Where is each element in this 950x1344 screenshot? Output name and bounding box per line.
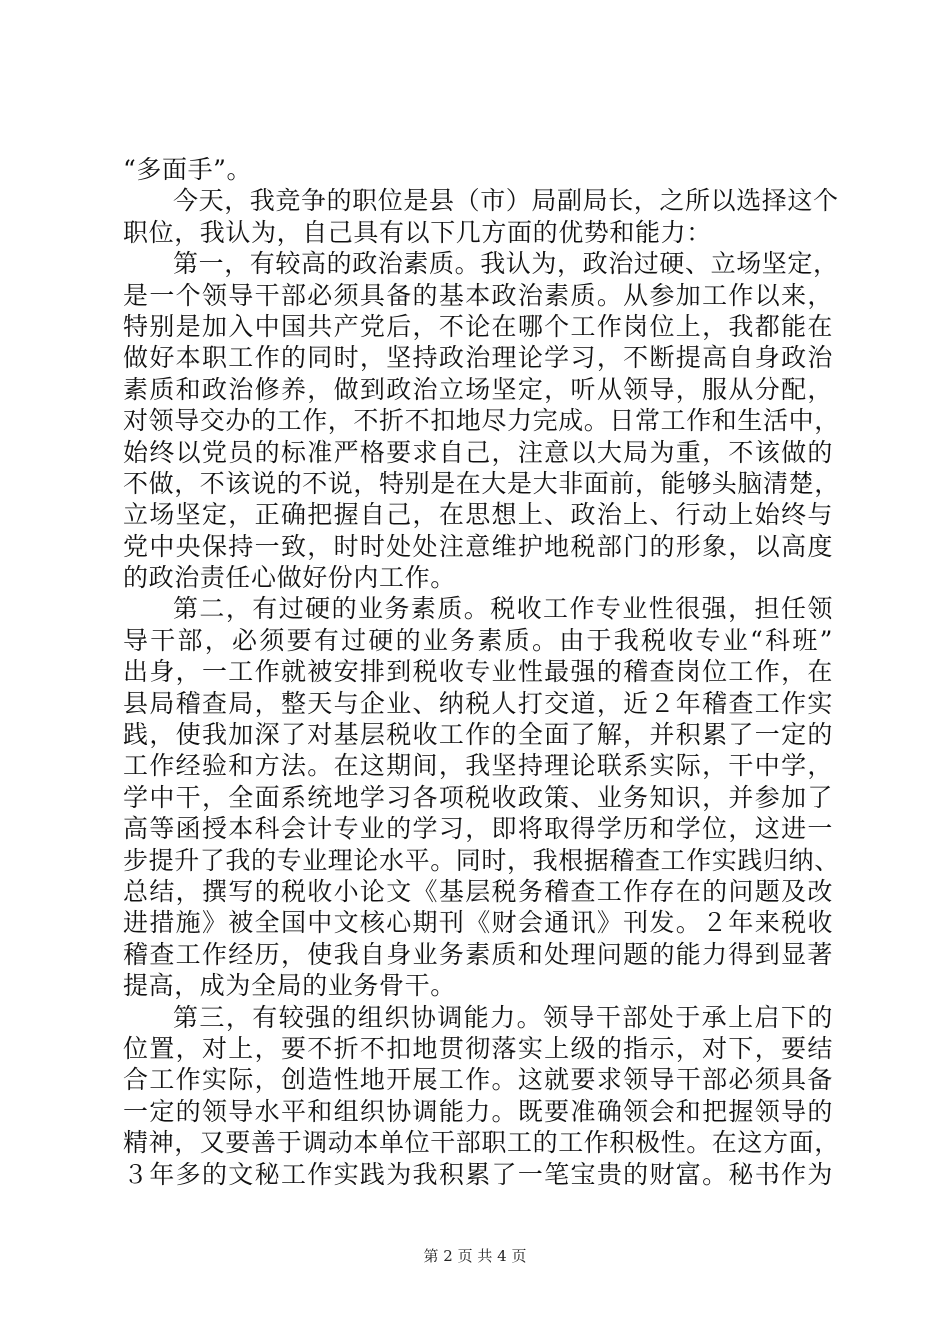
- text-line: 的政治责任心做好份内工作。: [123, 563, 456, 593]
- text-line: 立场坚定，正确把握自己，在思想上、政治上、行动上始终与: [123, 500, 833, 530]
- text-line: 高等函授本科会计专业的学习，即将取得学历和学位，这进一: [123, 814, 833, 844]
- paragraph: [123, 1002, 840, 1190]
- text-line: 出身，一工作就被安排到税收专业性最强的稽查岗位工作，在: [123, 657, 833, 687]
- text-line: 第三，有较强的组织协调能力。领导干部处于承上启下的: [173, 1002, 833, 1032]
- text-line: 县局稽查局，整天与企业、纳税人打交道，近２年稽查工作实: [123, 688, 833, 718]
- paragraph: [123, 185, 839, 248]
- document-body: [123, 154, 840, 1190]
- text-line: 总结，撰写的税收小论文《基层税务稽查工作存在的问题及改: [123, 876, 833, 906]
- text-line: 职位，我认为，自己具有以下几方面的优势和能力：: [123, 217, 712, 247]
- paragraph: [123, 593, 840, 1001]
- text-line: 合工作实际，创造性地开展工作。这就要求领导干部必须具备: [123, 1065, 833, 1095]
- text-line: 今天，我竞争的职位是县（市）局副局长，之所以选择这个: [173, 186, 839, 216]
- text-line: 学中干，全面系统地学习各项税收政策、业务知识，并参加了: [123, 782, 833, 812]
- text-line: 始终以党员的标准严格要求自己，注意以大局为重，不该做的: [123, 437, 833, 467]
- text-line: 对领导交办的工作，不折不扣地尽力完成。日常工作和生活中，: [123, 406, 840, 436]
- text-line: 第一，有较高的政治素质。我认为，政治过硬、立场坚定，: [173, 249, 839, 279]
- paragraph: [123, 248, 840, 593]
- text-line: 党中央保持一致，时时处处注意维护地税部门的形象，以高度: [123, 531, 833, 561]
- text-line: 稽查工作经历，使我自身业务素质和处理问题的能力得到显著: [123, 939, 833, 969]
- text-line: 工作经验和方法。在这期间，我坚持理论联系实际，干中学，: [123, 751, 833, 781]
- text-line: 提高，成为全局的业务骨干。: [123, 971, 456, 1001]
- text-line: 精神，又要善于调动本单位干部职工的工作积极性。在这方面，: [123, 1128, 840, 1158]
- text-line: 做好本职工作的同时，坚持政治理论学习，不断提高自身政治: [123, 343, 833, 373]
- text-line: 第二，有过硬的业务素质。税收工作专业性很强，担任领: [173, 594, 833, 624]
- text-line: 素质和政治修养，做到政治立场坚定，听从领导，服从分配，: [123, 374, 833, 404]
- text-line: 进措施》被全国中文核心期刊《财会通讯》刊发。２年来税收: [123, 908, 833, 938]
- text-line: “多面手”。: [123, 155, 253, 184]
- text-line: 位置，对上，要不折不扣地贯彻落实上级的指示，对下，要结: [123, 1033, 833, 1063]
- page-footer: [0, 1245, 950, 1266]
- text-line: 不做，不该说的不说，特别是在大是大非面前，能够头脑清楚，: [123, 468, 840, 498]
- text-line: 践，使我加深了对基层税收工作的全面了解，并积累了一定的: [123, 720, 833, 750]
- text-line: 特别是加入中国共产党后，不论在哪个工作岗位上，我都能在: [123, 311, 833, 341]
- text-line: 是一个领导干部必须具备的基本政治素质。从参加工作以来，: [123, 280, 833, 310]
- text-line: 步提升了我的专业理论水平。同时，我根据稽查工作实践归纳、: [123, 845, 840, 875]
- paragraph: [123, 154, 833, 185]
- text-line: 导干部，必须要有过硬的业务素质。由于我税收专业“科班”: [123, 625, 833, 655]
- page-number-label: 第 2 页 共 4 页: [423, 1247, 527, 1265]
- text-line: 一定的领导水平和组织协调能力。既要准确领会和把握领导的: [123, 1096, 833, 1126]
- text-line: ３年多的文秘工作实践为我积累了一笔宝贵的财富。秘书作为: [123, 1159, 833, 1189]
